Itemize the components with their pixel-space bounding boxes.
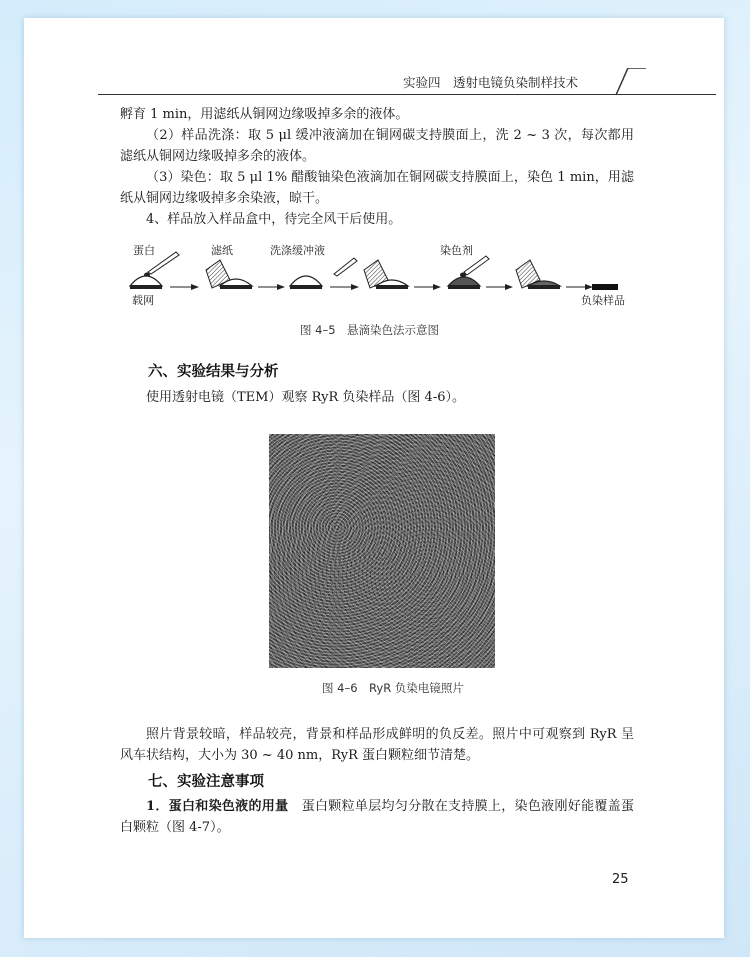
paragraph: 照片背景较暗，样品较亮，背景和样品形成鲜明的负反差。照片中可观察到 RyR 呈风车状结构，大小为 30 ~ 40 nm，RyR 蛋白颗粒细节清楚。 <box>120 727 634 763</box>
stain-drop-icon <box>448 256 489 289</box>
section-6-analysis-block <box>120 724 634 766</box>
grid-drop-icon <box>130 276 162 289</box>
filter-blot-icon <box>516 260 560 289</box>
tem-micrograph-image <box>269 434 495 668</box>
item-1-text: 蛋白颗粒单层均匀分散在支持膜上，染色液刚好能覆盖蛋白颗粒（图 4-7）。 <box>120 799 634 835</box>
label-filter-paper: 滤纸 <box>211 244 233 257</box>
label-stain: 染色剂 <box>440 244 473 257</box>
hanging-drop-diagram <box>118 236 648 316</box>
paragraph: （3）染色：取 5 μl 1% 醋酸铀染色液滴加在铜网碳支持膜面上，染色 1 min，用滤纸从铜网边缘吸掉多余染液，晾干。 <box>120 170 634 206</box>
section-7-item-1 <box>120 796 634 838</box>
filter-blot-icon <box>206 260 252 289</box>
top-text-block <box>120 104 634 230</box>
figure-4-6-caption: 图 4–6 RyR 负染电镜照片 <box>322 681 464 695</box>
header-slash-decoration <box>606 68 646 96</box>
wash-drop-icon <box>290 258 357 289</box>
filter-blot-icon <box>364 260 408 289</box>
negative-sample-icon <box>592 284 618 290</box>
label-grid: 载网 <box>132 294 154 307</box>
item-1-heading: 1．蛋白和染色液的用量 <box>146 799 289 814</box>
label-wash-buffer: 洗涤缓冲液 <box>270 244 325 257</box>
paragraph: 使用透射电镜（TEM）观察 RyR 负染样品（图 4-6）。 <box>146 390 465 405</box>
label-protein: 蛋白 <box>133 244 155 257</box>
label-negative-sample: 负染样品 <box>581 294 625 307</box>
pipette-icon <box>144 252 179 278</box>
paragraph: 4、样品放入样品盒中，待完全风干后使用。 <box>146 212 402 227</box>
section-7-title: 七、实验注意事项 <box>148 774 264 790</box>
running-header-title: 实验四 透射电镜负染制样技术 <box>402 75 578 90</box>
paragraph: 孵育 1 min，用滤纸从铜网边缘吸掉多余的液体。 <box>120 107 409 122</box>
figure-4-5-caption: 图 4–5 悬滴染色法示意图 <box>300 323 440 337</box>
section-6-intro-block <box>120 387 634 408</box>
diagram-drawing <box>118 236 648 316</box>
paragraph: （2）样品洗涤：取 5 μl 缓冲液滴加在铜网碳支持膜面上，洗 2 ~ 3 次，每次都用滤纸从铜网边缘吸掉多余的液体。 <box>120 128 634 164</box>
paragraph <box>120 796 634 838</box>
page-number: 25 <box>612 872 629 887</box>
section-6-title: 六、实验结果与分析 <box>148 364 279 380</box>
